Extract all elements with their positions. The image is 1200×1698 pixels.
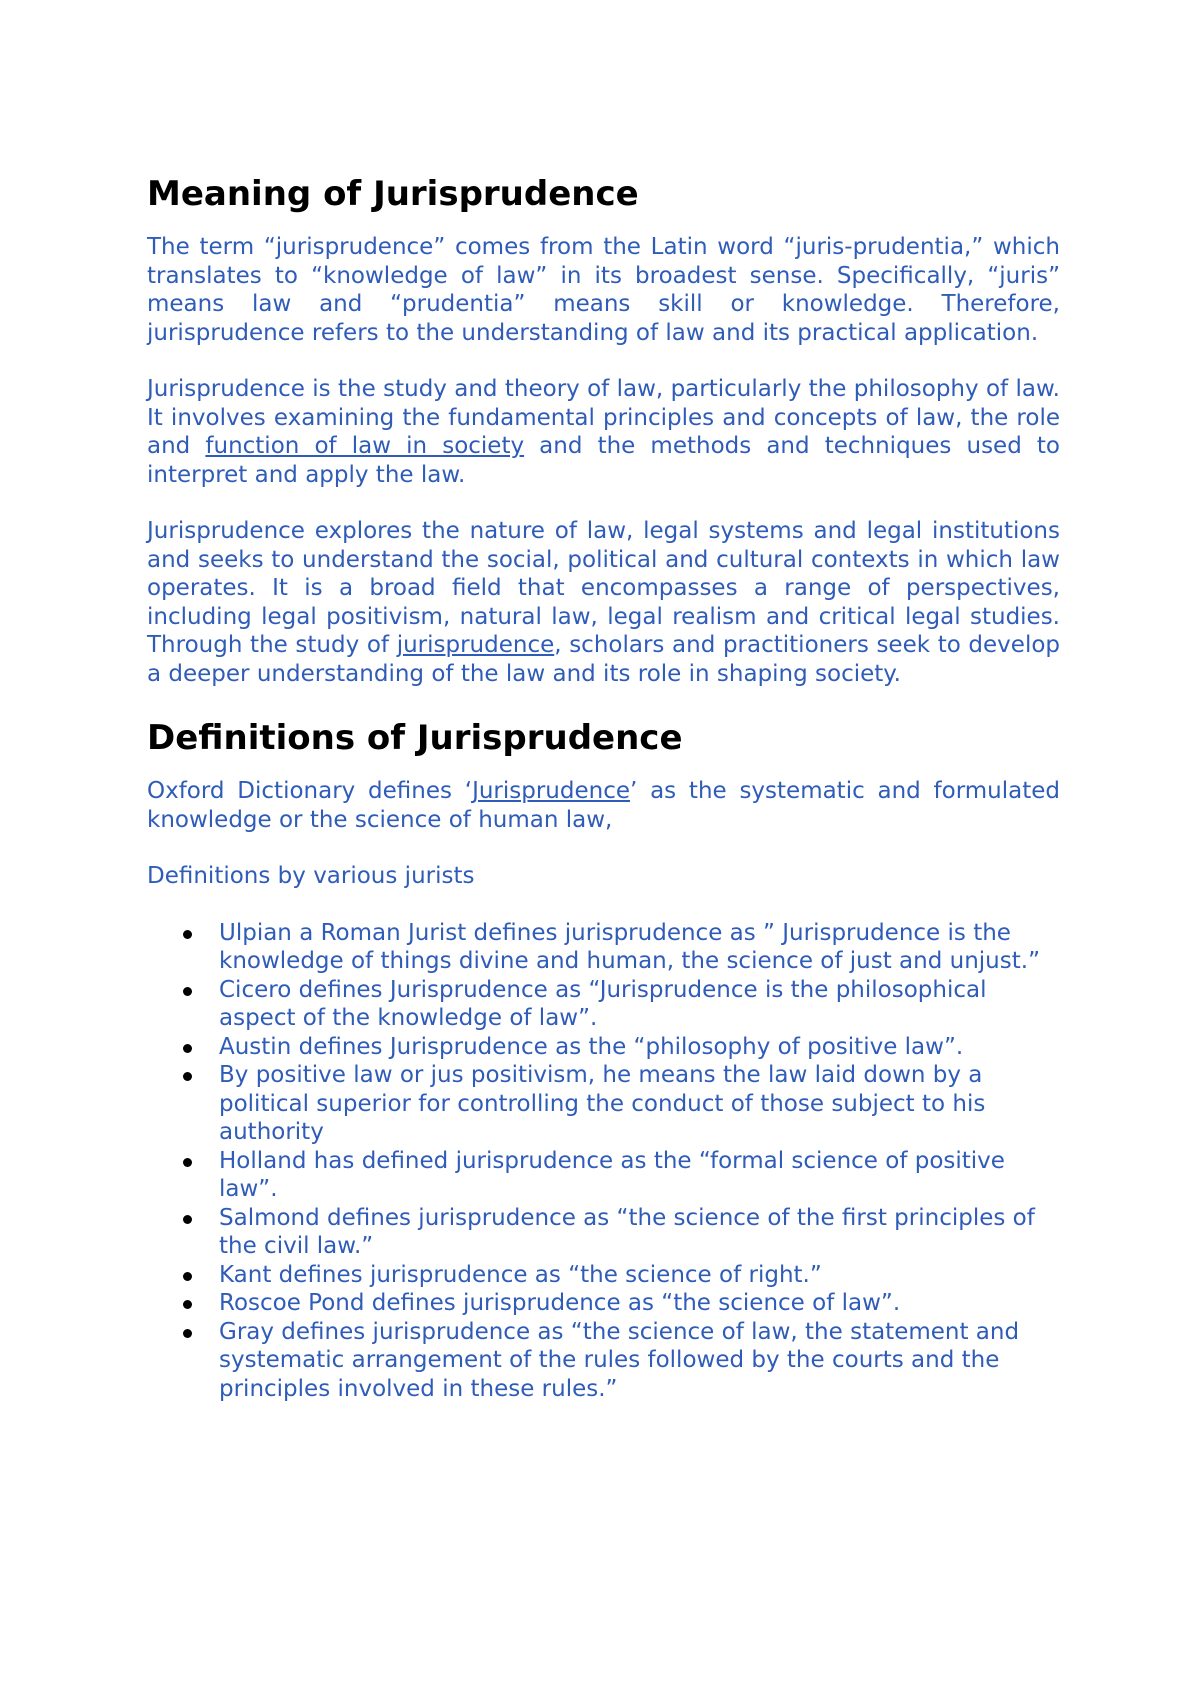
section-title-definitions: Definitions of Jurisprudence <box>147 718 683 758</box>
definitions-list <box>147 919 1060 1404</box>
function-of-law-link[interactable]: function of law in society <box>205 433 525 459</box>
bullet-icon <box>183 987 192 996</box>
paragraph-etymology: The term “jurisprudence” comes from the Latin word “juris-prudentia,” which translates to “knowledge of law” in its broadest sense. Specifically, “juris” means law and “prudentia” means skill or knowledge. Therefore, jurisprudence refers to the understanding of law and its practical application. <box>147 234 1060 346</box>
bullet-icon <box>183 1072 192 1081</box>
list-item-text: Austin defines Jurisprudence as the “philosophy of positive law”. <box>219 1033 964 1060</box>
list-item-text: By positive law or jus positivism, he means the law laid down by a political superior for controlling the conduct of those subject to his authority <box>219 1062 986 1145</box>
paragraph-explores <box>147 517 1060 688</box>
bullet-icon <box>183 1158 192 1167</box>
list-item-text: Salmond defines jurisprudence as “the science of the first principles of the civil law.” <box>219 1204 1035 1259</box>
list-item-text: Gray defines jurisprudence as “the science of law, the statement and systematic arrangement of the rules followed by the courts and the principles involved in these rules.” <box>219 1318 1020 1402</box>
list-item <box>219 1204 1060 1261</box>
oxford-jurisprudence-link[interactable]: Jurisprudence <box>472 778 631 804</box>
list-item <box>219 1289 1060 1318</box>
bullet-icon <box>183 1300 192 1309</box>
list-item <box>219 919 1060 976</box>
list-item-text: Cicero defines Jurisprudence as “Jurisprudence is the philosophical aspect of the knowledge of law”. <box>219 976 987 1031</box>
list-item <box>219 1147 1060 1204</box>
bullet-icon <box>183 1215 192 1224</box>
list-item-text: Kant defines jurisprudence as “the science of right.” <box>219 1261 822 1288</box>
jurisprudence-link[interactable]: jurisprudence <box>396 632 555 658</box>
list-item-text: Roscoe Pond defines jurisprudence as “the science of law”. <box>219 1290 901 1316</box>
paragraph-text: Oxford Dictionary defines ‘ <box>147 778 473 804</box>
document-page <box>147 172 1060 1403</box>
paragraph-text: , scholars and practitioners seek to develop a deeper understanding of the law and its role in shaping society. <box>147 632 1061 687</box>
bullet-icon <box>183 930 192 939</box>
subheading-jurists: Definitions by various jurists <box>147 863 475 889</box>
paragraph-text: and the methods and techniques used to interpret and apply the law. <box>147 433 1060 488</box>
list-item <box>219 1033 1060 1062</box>
bullet-icon <box>183 1272 192 1281</box>
paragraph-study-theory <box>147 375 1060 489</box>
list-item-text: Ulpian a Roman Jurist defines jurisprudence as ” Jurisprudence is the knowledge of things divine and human, the science of just and unjust.” <box>219 919 1040 974</box>
list-item-text: Holland has defined jurisprudence as the “formal science of positive law”. <box>219 1147 1005 1202</box>
bullet-icon <box>183 1329 192 1338</box>
paragraph-text: Jurisprudence is the study and theory of law, particularly the philosophy of law. It involves examining the fundamental principles and concepts of law, the role and <box>147 376 1060 459</box>
list-item <box>219 1061 1060 1147</box>
list-item <box>219 1318 1060 1404</box>
list-item <box>219 1261 1060 1290</box>
bullet-icon <box>183 1044 192 1053</box>
section-title-meaning: Meaning of Jurisprudence <box>147 174 639 214</box>
paragraph-text: Jurisprudence explores the nature of law, legal systems and legal institutions and seeks to understand the social, political and cultural contexts in which law operates. It is a broad field that encompasses a range of perspectives, including legal positivism, natural law, legal realism and critical legal studies. Through the study of <box>147 518 1060 658</box>
paragraph-text: ’ as the systematic and formulated knowledge or the science of human law, <box>147 778 1060 833</box>
paragraph-oxford <box>147 777 1060 834</box>
list-item <box>219 976 1060 1033</box>
